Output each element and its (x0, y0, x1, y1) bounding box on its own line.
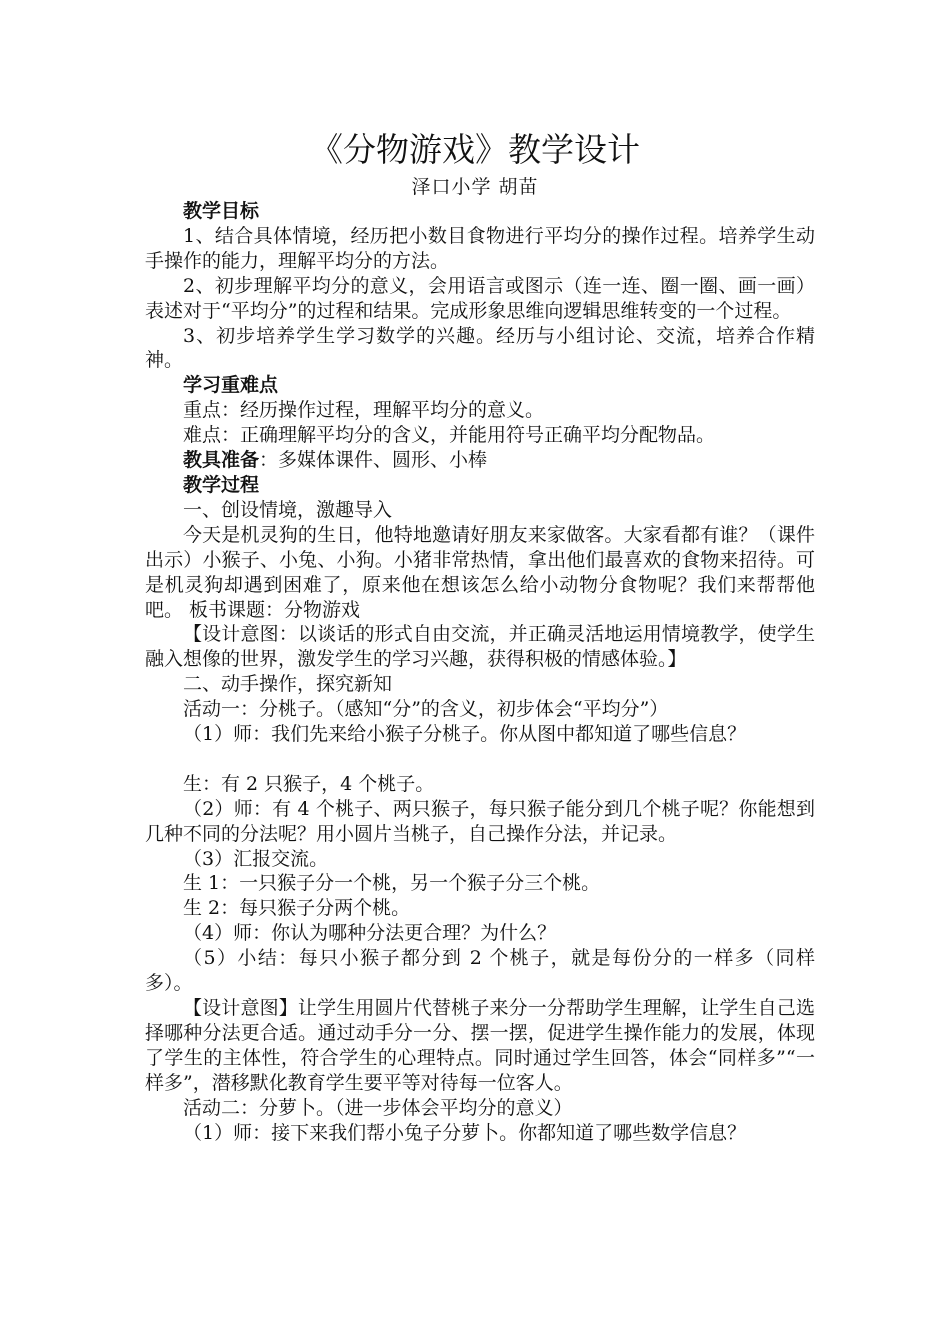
activity-1-answer-1: 生：有 2 只猴子，4 个桃子。 (183, 772, 435, 795)
document-title: 《分物游戏》教学设计 (310, 130, 640, 169)
activity-1-question-2: （2）师：有 4 个桃子、两只猴子，每只猴子能分到几个桃子呢？你能想到几种不同的分法呢？用小圆片当桃子，自己操作分法，并记录。 (145, 797, 815, 845)
part-1-heading: 一、创设情境，激趣导入 (183, 498, 393, 521)
goal-3: 3、初步培养学生学习数学的兴趣。经历与小组讨论、交流，培养合作精神。 (145, 324, 815, 372)
activity-1-summary: （5）小结：每只小猴子都分到 2 个桃子，就是每份分的一样多（同样多）。 (145, 947, 815, 995)
activity-1-question-4: （4）师：你认为哪种分法更合理？为什么？ (183, 922, 557, 945)
materials-text: ：多媒体课件、圆形、小棒 (259, 449, 488, 472)
document-author: 泽口小学 胡苗 (411, 176, 539, 198)
goals-heading: 教学目标 (183, 200, 260, 222)
difficult-point: 难点：正确理解平均分的含义，并能用符号正确平均分配物品。 (183, 424, 716, 447)
activity-1-question-1: （1）师：我们先来给小猴子分桃子。你从图中都知道了哪些信息？ (183, 723, 747, 746)
materials-label: 教具准备 (183, 449, 260, 472)
activity-2-question-1: （1）师：接下来我们帮小兔子分萝卜。你都知道了哪些数学信息？ (183, 1121, 747, 1144)
activity-1-student-1: 生 1：一只猴子分一个桃，另一个猴子分三个桃。 (183, 872, 601, 895)
activity-2-title: 活动二：分萝卜。（进一步体会平均分的意义） (183, 1096, 573, 1119)
part-1-text: 今天是机灵狗的生日，他特地邀请好朋友来家做客。大家看都有谁？（课件出示）小猴子、小兔、小狗。小猪非常热情，拿出他们最喜欢的食物来招待。可是机灵狗却遇到困难了，原来他在想该怎么给小动物分食物呢？我们来帮帮他吧。 板书课题：分物游戏 (145, 523, 815, 621)
activity-1-design-intent: 【设计意图】让学生用圆片代替桃子来分一分帮助学生理解，让学生自己选择哪种分法更合适。通过动手分一分、摆一摆，促进学生操作能力的发展，体现了学生的主体性，符合学生的心理特点。同时通过学生回答，体会“同样多”“一样多”，潜移默化教育学生要平等对待每一位客人。 (145, 996, 815, 1094)
part-2-heading: 二、动手操作，探究新知 (183, 673, 393, 696)
activity-1-student-2: 生 2：每只猴子分两个桃。 (183, 897, 411, 920)
goal-1: 1、结合具体情境，经历把小数目食物进行平均分的操作过程。培养学生动手操作的能力，理解平均分的方法。 (145, 224, 815, 272)
key-point: 重点：经历操作过程，理解平均分的意义。 (183, 399, 545, 422)
key-difficulty-heading: 学习重难点 (183, 374, 279, 397)
document-body (145, 199, 815, 1145)
goal-2: 2、初步理解平均分的意义，会用语言或图示（连一连、圈一圈、画一画）表述对于“平均分”的过程和结果。完成形象思维向逻辑思维转变的一个过程。 (145, 274, 815, 322)
activity-1-title: 活动一：分桃子。（感知“分”的含义，初步体会“平均分”） (183, 698, 669, 721)
materials-line (145, 448, 815, 473)
blank-line (145, 747, 815, 772)
activity-1-question-3: （3）汇报交流。 (183, 847, 329, 870)
part-1-design-intent: 【设计意图：以谈话的形式自由交流，并正确灵活地运用情境教学，使学生融入想像的世界，激发学生的学习兴趣，获得积极的情感体验。】 (145, 623, 815, 671)
process-heading: 教学过程 (183, 473, 260, 496)
